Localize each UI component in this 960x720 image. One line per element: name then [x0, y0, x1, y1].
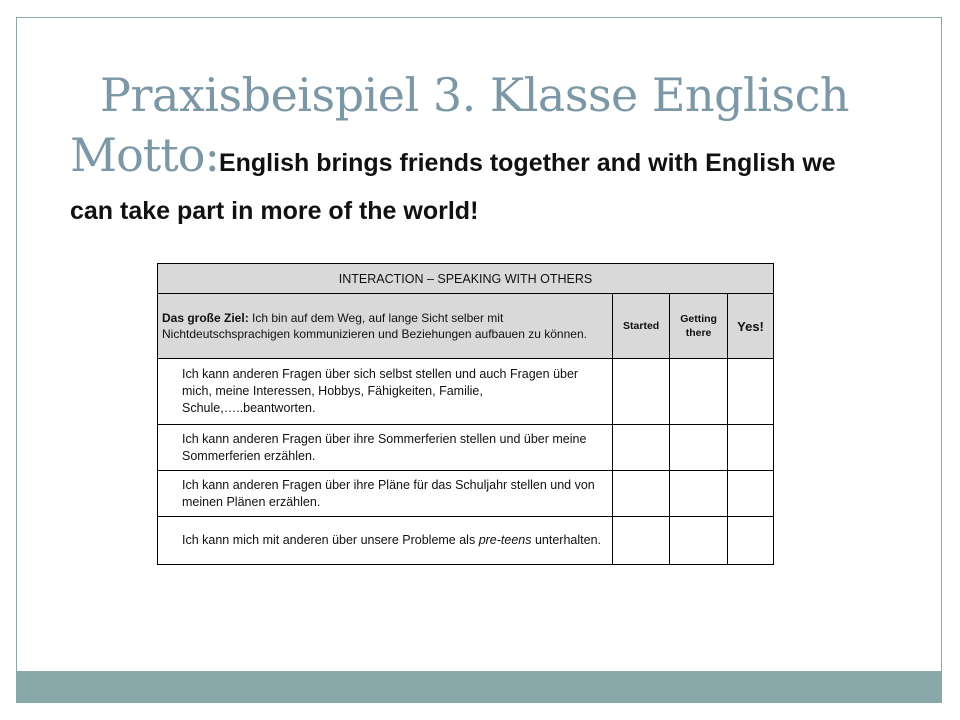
table-row: [158, 471, 774, 517]
motto: [70, 128, 870, 237]
rating-cell-started[interactable]: [613, 471, 670, 517]
scale-getting-there: Getting there: [670, 294, 728, 359]
rating-cell-yes[interactable]: [728, 425, 774, 471]
rating-cell-getting-there[interactable]: [670, 359, 728, 425]
rating-cell-yes[interactable]: [728, 471, 774, 517]
goal-cell: [158, 294, 613, 359]
rating-cell-started[interactable]: [613, 359, 670, 425]
statement-text-end: unterhalten.: [531, 533, 601, 547]
can-do-statement: Ich kann anderen Fragen über ihre Sommerferien stellen und über meine Sommerferien erzählen.: [158, 425, 613, 471]
table-row: [158, 425, 774, 471]
scale-yes: Yes!: [728, 294, 774, 359]
rating-cell-getting-there[interactable]: [670, 517, 728, 565]
table-row: [158, 359, 774, 425]
slide-title: Praxisbeispiel 3. Klasse Englisch: [100, 68, 849, 122]
table-header-row: [158, 264, 774, 294]
footer-bar: [16, 671, 942, 703]
motto-label: Motto:: [70, 128, 219, 182]
can-do-statement: Ich kann anderen Fragen über sich selbst stellen und auch Fragen über mich, meine Interessen, Hobbys, Fähigkeiten, Familie, Schule,…..beantworten.: [158, 359, 613, 425]
can-do-statement: [158, 517, 613, 565]
goal-label: Das große Ziel:: [162, 311, 249, 325]
rating-cell-getting-there[interactable]: [670, 425, 728, 471]
can-do-statement: Ich kann anderen Fragen über ihre Pläne für das Schuljahr stellen und von meinen Plänen erzählen.: [158, 471, 613, 517]
statement-text: Ich kann mich mit anderen über unsere Probleme als: [182, 533, 479, 547]
rating-cell-started[interactable]: [613, 425, 670, 471]
rating-cell-yes[interactable]: [728, 517, 774, 565]
rating-cell-yes[interactable]: [728, 359, 774, 425]
scale-started: Started: [613, 294, 670, 359]
table-row: [158, 517, 774, 565]
statement-italic: pre-teens: [478, 533, 532, 547]
self-assessment-table: [157, 263, 774, 565]
rating-cell-getting-there[interactable]: [670, 471, 728, 517]
motto-text: English brings friends together and with English we can take part in more of the world!: [70, 149, 836, 225]
goal-text: Ich bin auf dem Weg, auf lange Sicht selber mit Nichtdeutschsprachigen kommunizieren und Beziehungen aufbauen zu können.: [162, 311, 587, 341]
rating-cell-started[interactable]: [613, 517, 670, 565]
goal-row: [158, 294, 774, 359]
table-header: INTERACTION – SPEAKING WITH OTHERS: [158, 264, 774, 294]
